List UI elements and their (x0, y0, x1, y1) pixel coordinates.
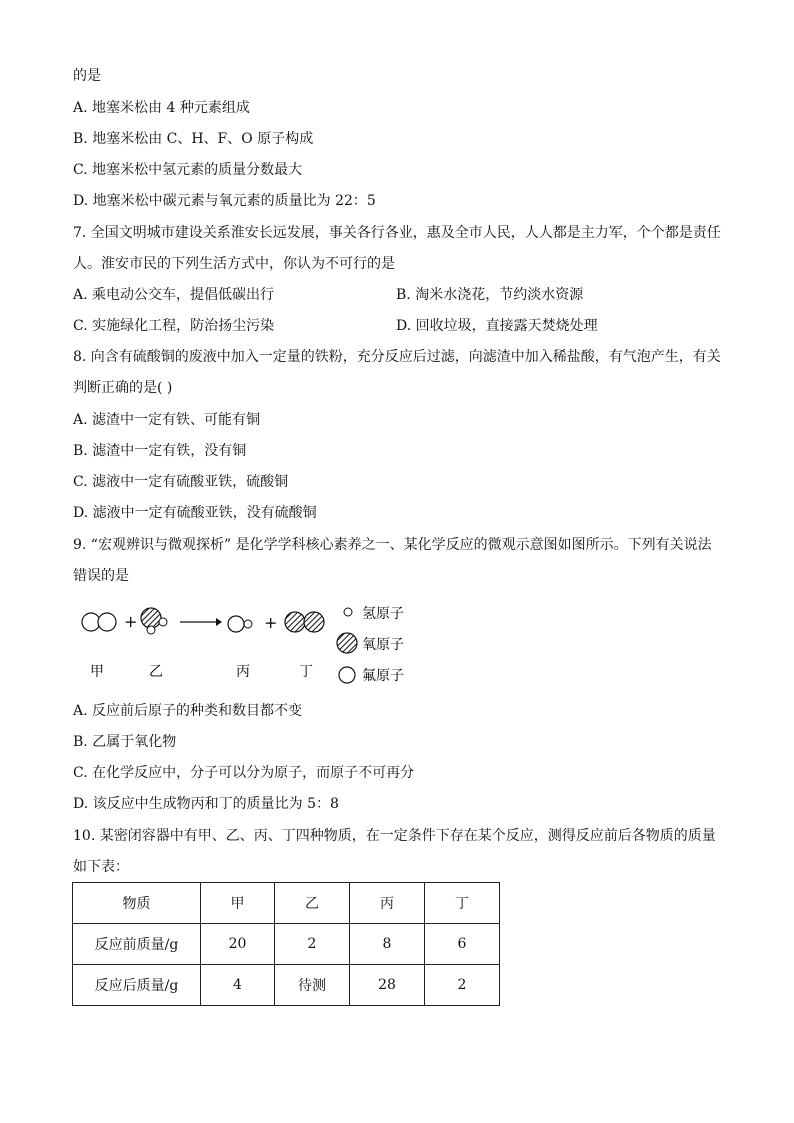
q8-stem-line1: 8. 向含有硫酸铜的废液中加入一定量的铁粉，充分反应后过滤，向滤渣中加入稀盐酸，有气泡产生，有关 (73, 349, 721, 365)
q9-stem-line2: 错误的是 (73, 568, 129, 584)
q6-stem-tail: 的是 (73, 68, 101, 84)
table-cell: 8 (350, 924, 425, 965)
molecule-ding (285, 612, 324, 632)
molecule-bing (228, 616, 252, 632)
q6-option-b: B. 地塞米松由 C、H、F、O 原子构成 (73, 131, 314, 147)
legend-oxygen: 氧原子 (362, 637, 404, 653)
label-ding: 丁 (299, 664, 313, 680)
q9-stem-line1: 9. “宏观辨识与微观探析” 是化学学科核心素养之一、某化学反应的微观示意图如图所示。下列有关说法 (73, 537, 712, 553)
molecule-yi (141, 608, 167, 634)
q9-option-d: D. 该反应中生成物丙和丁的质量比为 5：8 (73, 796, 339, 812)
table-header-row (73, 883, 500, 924)
q9-option-b: B. 乙属于氧化物 (73, 734, 177, 750)
q10-stem-line2: 如下表： (73, 859, 129, 875)
table-cell: 待测 (275, 965, 350, 1006)
q6-option-d: D. 地塞米松中碳元素与氧元素的质量比为 22：5 (73, 193, 376, 209)
q9-option-a: A. 反应前后原子的种类和数目都不变 (73, 703, 303, 719)
table-header-cell: 甲 (201, 883, 275, 924)
table-cell: 4 (201, 965, 275, 1006)
table-header-cell: 物质 (73, 883, 201, 924)
table-header-cell: 丁 (425, 883, 500, 924)
table-cell: 28 (350, 965, 425, 1006)
q8-option-c: C. 滤液中一定有硫酸亚铁，硫酸铜 (73, 474, 289, 490)
table-cell: 2 (275, 924, 350, 965)
table-cell: 2 (425, 965, 500, 1006)
legend-fluorine: 氟原子 (362, 668, 404, 684)
table-row (73, 965, 500, 1006)
q7-stem-line1: 7. 全国文明城市建设关系淮安长远发展，事关各行各业，惠及全市人民，人人都是主力军，个个都是责任 (73, 225, 721, 241)
q7-option-a: A. 乘电动公交车，提倡低碳出行 (73, 287, 275, 303)
table-cell: 20 (201, 924, 275, 965)
table-cell: 6 (425, 924, 500, 965)
q10-stem-line1: 10. 某密闭容器中有甲、乙、丙、丁四种物质，在一定条件下存在某个反应，测得反应前后各物质的质量 (73, 828, 716, 844)
q8-option-b: B. 滤渣中一定有铁，没有铜 (73, 443, 247, 459)
reaction-arrow (180, 618, 222, 626)
reaction-diagram (70, 596, 430, 688)
legend-hydrogen: 氢原子 (362, 606, 404, 622)
table-cell: 反应后质量/g (73, 965, 201, 1006)
table-cell: 反应前质量/g (73, 924, 201, 965)
label-yi: 乙 (149, 664, 163, 680)
mass-table (72, 882, 500, 1006)
molecule-jia (82, 613, 116, 631)
q8-option-a: A. 滤渣中一定有铁、可能有铜 (73, 412, 261, 428)
q8-stem-line2: 判断正确的是( ) (73, 380, 173, 396)
q7-option-c: C. 实施绿化工程，防治扬尘污染 (73, 318, 275, 334)
diagram-legend (337, 606, 404, 684)
plus-sign-1: + (124, 612, 138, 631)
label-bing: 丙 (236, 664, 250, 680)
q7-option-b: B. 淘米水浇花，节约淡水资源 (396, 287, 584, 303)
q7-option-d: D. 回收垃圾，直接露天焚烧处理 (396, 318, 598, 334)
q6-option-c: C. 地塞米松中氢元素的质量分数最大 (73, 162, 303, 178)
table-header-cell: 丙 (350, 883, 425, 924)
q9-option-c: C. 在化学反应中，分子可以分为原子，而原子不可再分 (73, 765, 415, 781)
q6-option-a: A. 地塞米松由 4 种元素组成 (73, 100, 250, 116)
q7-stem-line2: 人。淮安市民的下列生活方式中，你认为不可行的是 (73, 256, 395, 272)
table-header-cell: 乙 (275, 883, 350, 924)
label-jia: 甲 (90, 664, 104, 680)
plus-sign-2: + (264, 613, 278, 632)
table-row (73, 924, 500, 965)
q8-option-d: D. 滤液中一定有硫酸亚铁，没有硫酸铜 (73, 505, 317, 521)
